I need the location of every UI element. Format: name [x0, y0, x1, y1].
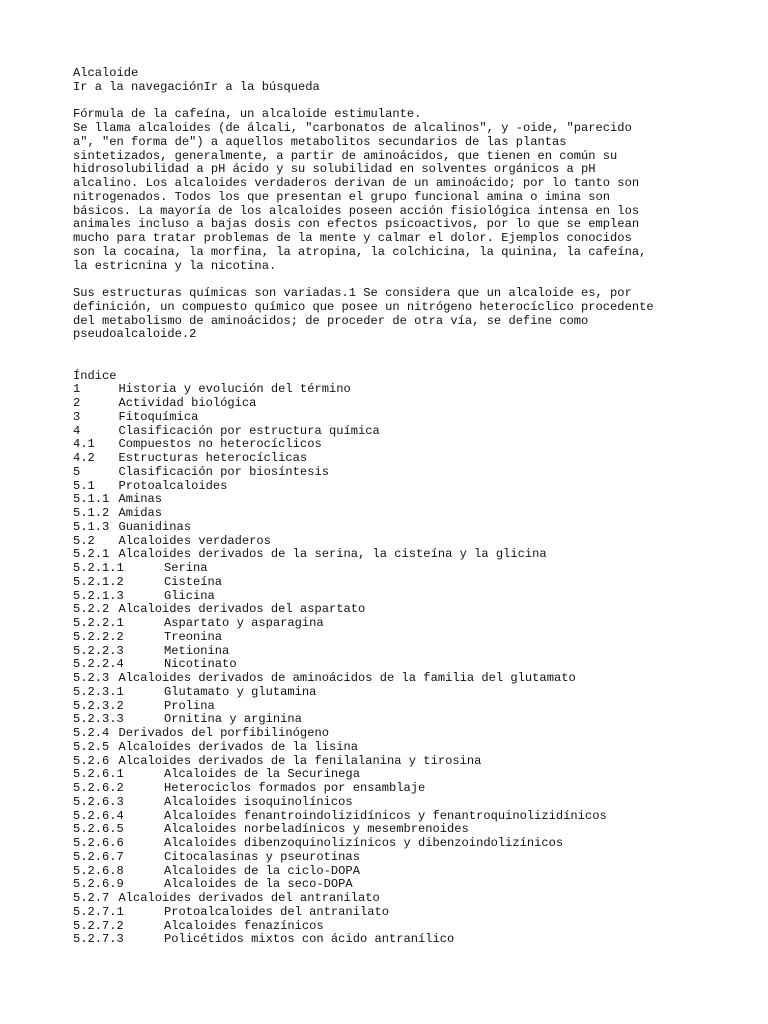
toc-item-number: 5.2.6.9 [73, 877, 124, 892]
toc-item-number: 5.2.3 [73, 671, 110, 685]
toc-item-title[interactable]: Prolina [164, 698, 215, 713]
toc-item[interactable] [73, 906, 753, 920]
toc-item[interactable] [73, 768, 753, 782]
toc-item-number: 5.2.1.3 [73, 588, 124, 603]
toc-item[interactable] [73, 576, 753, 590]
toc-item-title[interactable]: Alcaloides derivados de la lisina [118, 739, 358, 754]
image-caption: Fórmula de la cafeína, un alcaloide estimulante. [73, 107, 422, 122]
spacer [73, 273, 753, 287]
toc-item-title[interactable]: Metionina [164, 643, 230, 658]
toc-item-number: 5 [73, 464, 81, 479]
document-page [73, 67, 753, 947]
toc-item[interactable] [73, 851, 753, 865]
toc-item[interactable] [73, 603, 753, 617]
page-title: Alcaloide [73, 66, 139, 80]
toc-item[interactable] [73, 920, 753, 934]
toc-item[interactable] [73, 452, 753, 466]
toc-item-number: 5.2 [73, 533, 95, 548]
toc-item-title[interactable]: Glicina [164, 588, 215, 603]
toc-item-number: 5.2.7.1 [73, 904, 124, 919]
toc-item[interactable] [73, 590, 753, 604]
toc-item-number: 5.1 [73, 478, 95, 493]
toc-item-title[interactable]: Clasificación por biosíntesis [118, 464, 329, 479]
toc-item[interactable] [73, 548, 753, 562]
toc-item-title[interactable]: Protoalcaloides del antranilato [164, 904, 389, 919]
toc-item[interactable] [73, 837, 753, 851]
toc-item-title[interactable]: Clasificación por estructura química [118, 423, 380, 438]
toc-item-number: 2 [73, 396, 81, 410]
toc-item-title[interactable]: Cisteína [164, 574, 223, 589]
toc-item-title[interactable]: Nicotinato [164, 657, 237, 672]
toc-item-number: 5.1.1 [73, 492, 110, 507]
spacer [73, 95, 753, 109]
toc-item[interactable] [73, 727, 753, 741]
toc-item-title[interactable]: Treonina [164, 629, 223, 644]
toc-item-number: 3 [73, 409, 81, 424]
toc-item-number: 5.2.2.1 [73, 616, 124, 630]
toc-item[interactable] [73, 521, 753, 535]
toc-item-title[interactable]: Estructuras heterocíclicas [118, 451, 308, 465]
toc-item[interactable] [73, 865, 753, 879]
toc-item-title[interactable]: Alcaloides dibenzoquinolizínicos y dibenzoindolizínicos [164, 836, 564, 850]
toc-item[interactable] [73, 480, 753, 494]
toc-item[interactable] [73, 741, 753, 755]
toc-item-title[interactable]: Alcaloides norbeladínicos y mesembrenoides [164, 822, 469, 837]
toc-item-number: 5.2.3.2 [73, 698, 124, 713]
toc-item-number: 5.2.4 [73, 726, 110, 740]
toc-item-number: 5.2.6.4 [73, 808, 124, 823]
toc-item-title[interactable]: Alcaloides isoquinolínicos [164, 794, 353, 809]
toc-item-title[interactable]: Aspartato y asparagina [164, 616, 324, 630]
toc-item-number: 5.2.6.1 [73, 767, 124, 782]
toc-item-title[interactable]: Serina [164, 561, 208, 575]
toc-item-title[interactable]: Alcaloides de la seco-DOPA [164, 877, 353, 892]
toc-item-number: 5.2.7.2 [73, 918, 124, 933]
toc-item[interactable] [73, 658, 753, 672]
spacer [73, 342, 753, 370]
toc-item[interactable] [73, 755, 753, 769]
toc-item-title[interactable]: Citocalasinas y pseurotinas [164, 849, 360, 864]
toc-item-title[interactable]: Alcaloides de la ciclo-DOPA [164, 863, 360, 878]
toc-heading: Índice [73, 368, 117, 383]
toc-item-number: 5.2.2.2 [73, 629, 124, 644]
toc-item-title[interactable]: Alcaloides fenazínicos [164, 918, 324, 933]
toc-item-number: 5.1.3 [73, 519, 110, 534]
toc-item-number: 5.2.6.5 [73, 822, 124, 837]
toc-item[interactable] [73, 782, 753, 796]
toc-item[interactable] [73, 700, 753, 714]
toc-item-number: 5.2.2.3 [73, 643, 124, 658]
navigation-links[interactable]: Ir a la navegaciónIr a la búsqueda [73, 79, 320, 94]
toc-item[interactable] [73, 535, 753, 549]
toc-item[interactable] [73, 672, 753, 686]
table-of-contents [73, 383, 753, 947]
toc-item[interactable] [73, 933, 753, 947]
toc-item-title[interactable]: Alcaloides verdaderos [118, 533, 271, 548]
toc-item[interactable] [73, 425, 753, 439]
toc-item-title[interactable]: Alcaloides derivados de la fenilalanina y tirosina [118, 753, 482, 768]
toc-item[interactable] [73, 810, 753, 824]
toc-item-title[interactable]: Protoalcaloides [118, 478, 228, 493]
toc-item-number: 5.2.2.4 [73, 657, 124, 672]
toc-item-title[interactable]: Alcaloides de la Securinega [164, 767, 360, 782]
structure-paragraph: Sus estructuras químicas son variadas.1 Se considera que un alcaloide es, por definición, un compuesto químico que posee un nitrógeno heterocíclico procedente del metabolismo de aminoácidos; de proceder de otra vía, se define como pseudoalcaloide.2 [73, 286, 654, 342]
toc-item-title[interactable]: Guanidinas [118, 519, 192, 534]
toc-item-title[interactable]: Alcaloides derivados del antranilato [118, 891, 380, 905]
toc-item-number: 5.2.1.1 [73, 561, 124, 575]
toc-item-number: 5.2.7 [73, 891, 110, 905]
toc-item-title[interactable]: Alcaloides derivados del aspartato [118, 602, 366, 617]
toc-item-number: 5.2.1.2 [73, 574, 124, 589]
toc-item[interactable] [73, 892, 753, 906]
toc-item-title[interactable]: Aminas [118, 492, 163, 507]
toc-item-number: 5.2.7.3 [73, 932, 124, 947]
toc-item-number: 5.2.3.1 [73, 684, 124, 699]
toc-item[interactable] [73, 466, 753, 480]
toc-item-title[interactable]: Alcaloides derivados de aminoácidos de la familia del glutamato [118, 671, 576, 685]
toc-item-number: 4.2 [73, 451, 95, 465]
toc-item[interactable] [73, 493, 753, 507]
toc-item[interactable] [73, 878, 753, 892]
toc-item[interactable] [73, 713, 753, 727]
toc-item[interactable] [73, 796, 753, 810]
toc-item-number: 5.2.6.3 [73, 794, 124, 809]
toc-item[interactable] [73, 617, 753, 631]
toc-item-number: 1 [73, 382, 81, 397]
toc-item-number: 5.2.2 [73, 602, 110, 617]
toc-item[interactable] [73, 645, 753, 659]
toc-item-number: 5.2.6.7 [73, 849, 124, 864]
toc-item-title[interactable]: Derivados del porfibilinógeno [118, 726, 329, 740]
toc-item-title[interactable]: Actividad biológica [118, 396, 257, 410]
toc-item[interactable] [73, 823, 753, 837]
toc-item-number: 5.2.5 [73, 739, 110, 754]
toc-item-number: 4 [73, 423, 81, 438]
toc-item-title[interactable]: Policétidos mixtos con ácido antranílico [164, 932, 455, 947]
toc-item[interactable] [73, 397, 753, 411]
toc-item-number: 5.2.6 [73, 753, 110, 768]
toc-item-number: 5.2.3.3 [73, 712, 124, 727]
toc-item[interactable] [73, 631, 753, 645]
toc-item-title[interactable]: Compuestos no heterocíclicos [118, 437, 322, 452]
toc-item-number: 5.2.6.6 [73, 836, 124, 850]
toc-item-title[interactable]: Historia y evolución del término [118, 382, 351, 397]
toc-item[interactable] [73, 562, 753, 576]
toc-item-title[interactable]: Alcaloides derivados de la serina, la cisteína y la glicina [118, 547, 547, 562]
toc-item-title[interactable]: Ornitina y arginina [164, 712, 302, 727]
toc-item-title[interactable]: Alcaloides fenantroindolizidínicos y fenantroquinolizidínicos [164, 808, 607, 823]
toc-item[interactable] [73, 686, 753, 700]
toc-item-number: 5.1.2 [73, 506, 110, 520]
toc-item-number: 5.2.6.2 [73, 781, 124, 795]
toc-item-number: 4.1 [73, 437, 95, 452]
toc-item-title[interactable]: Heterociclos formados por ensamblaje [164, 781, 426, 795]
toc-item[interactable] [73, 383, 753, 397]
toc-item-number: 5.2.6.8 [73, 863, 124, 878]
toc-item[interactable] [73, 438, 753, 452]
toc-item[interactable] [73, 507, 753, 521]
intro-paragraph: Se llama alcaloides (de álcali, "carbonatos de alcalinos", y -oide, "parecido a", "en forma de") a aquellos metabolitos secundarios de las plantas sintetizados, generalmente, a partir de aminoácidos, que tienen en común su hidrosolubilidad a pH ácido y su solubilidad en solventes orgánicos a pH alcalino. Los alcaloides verdaderos derivan de un aminoácido; por lo tanto son nitrogenados. Todos los que presentan el grupo funcional amina o imina son básicos. La mayoría de los alcaloides poseen acción fisiológica intensa en los animales incluso a bajas dosis con efectos psicoactivos, por lo que se emplean mucho para tratar problemas de la mente y calmar el dolor. Ejemplos conocidos son la cocaína, la morfina, la atropina, la colchicina, la quinina, la cafeína, la estricnina y la nicotina. [73, 121, 647, 273]
toc-item-title[interactable]: Glutamato y glutamina [164, 684, 317, 699]
toc-item-number: 5.2.1 [73, 547, 110, 562]
toc-item[interactable] [73, 411, 753, 425]
toc-item-title[interactable]: Amidas [118, 506, 163, 520]
toc-item-title[interactable]: Fitoquímica [118, 409, 199, 424]
